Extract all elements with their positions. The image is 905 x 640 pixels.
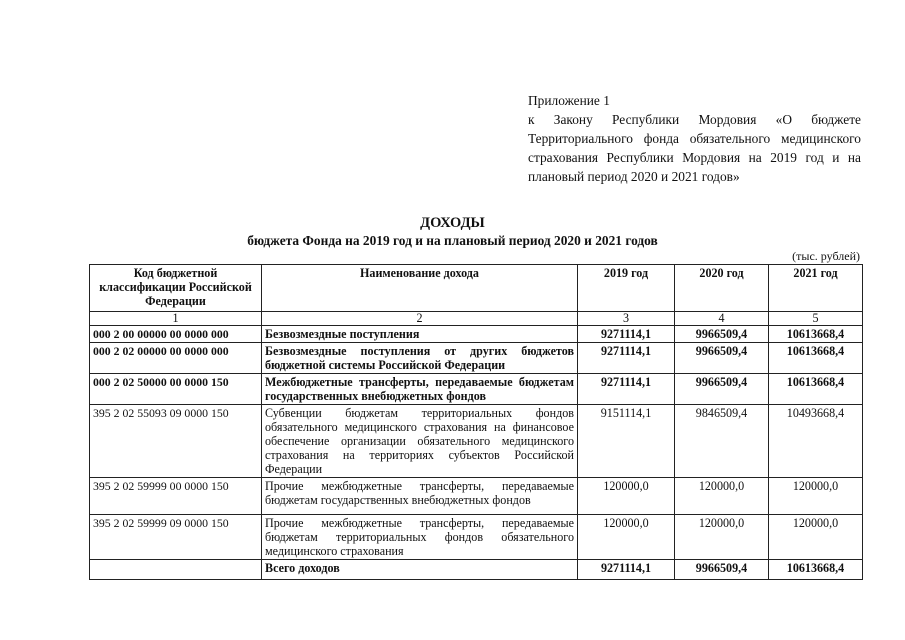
cell-name: Прочие межбюджетные трансферты, передаваемые бюджетам территориальных фондов обязательного медицинского страхования [262,515,578,560]
column-number: 3 [578,312,675,326]
cell-name: Безвозмездные поступления [262,326,578,343]
table-row [90,374,863,405]
cell-2019: 9271114,1 [578,374,675,405]
appendix-note [528,91,861,186]
cell-2020: 120000,0 [675,478,769,515]
document-title: ДОХОДЫ [420,215,485,231]
total-2020: 9966509,4 [675,560,769,580]
cell-name: Безвозмездные поступления от других бюджетов бюджетной системы Российской Федерации [262,343,578,374]
cell-2021: 120000,0 [769,478,863,515]
cell-code: 395 2 02 59999 09 0000 150 [90,515,262,560]
cell-2019: 9271114,1 [578,343,675,374]
cell-2019: 9271114,1 [578,326,675,343]
header-2020: 2020 год [675,265,769,312]
cell-2020: 120000,0 [675,515,769,560]
appendix-title: Приложение 1 [528,93,610,108]
cell-2019: 120000,0 [578,515,675,560]
appendix-text: к Закону Республики Мордовия «О бюджете Территориального фонда обязательного медицинского страхования Республики Мордовия на 2019 год и на плановый период 2020 и 2021 годов» [528,112,861,184]
table-row [90,343,863,374]
cell-name: Прочие межбюджетные трансферты, передаваемые бюджетам государственных внебюджетных фондов [262,478,578,515]
units-note: (тыс. рублей) [792,249,860,263]
cell-name: Субвенции бюджетам территориальных фондов обязательного медицинского страхования на финансовое обеспечение организации обязательного медицинского страхования на территориях субъектов Российской Федерации [262,405,578,478]
header-2021: 2021 год [769,265,863,312]
column-number: 5 [769,312,863,326]
document-subtitle: бюджета Фонда на 2019 год и на плановый период 2020 и 2021 годов [247,233,658,248]
header-row [90,265,863,312]
cell-2020: 9966509,4 [675,343,769,374]
cell-code: 000 2 02 50000 00 0000 150 [90,374,262,405]
header-code: Код бюджетной классификации Российской Федерации [90,265,262,312]
cell-code [90,560,262,580]
cell-code: 395 2 02 59999 00 0000 150 [90,478,262,515]
table-row [90,515,863,560]
table-row [90,405,863,478]
cell-2020: 9846509,4 [675,405,769,478]
total-label: Всего доходов [262,560,578,580]
total-2021: 10613668,4 [769,560,863,580]
cell-2019: 9151114,1 [578,405,675,478]
cell-2021: 10613668,4 [769,343,863,374]
cell-2021: 120000,0 [769,515,863,560]
cell-code: 000 2 02 00000 00 0000 000 [90,343,262,374]
table-row [90,478,863,515]
column-number: 2 [262,312,578,326]
cell-2020: 9966509,4 [675,326,769,343]
total-2019: 9271114,1 [578,560,675,580]
cell-code: 395 2 02 55093 09 0000 150 [90,405,262,478]
column-number-row [90,312,863,326]
table-row [90,326,863,343]
header-2019: 2019 год [578,265,675,312]
column-number: 1 [90,312,262,326]
column-number: 4 [675,312,769,326]
cell-2021: 10493668,4 [769,405,863,478]
cell-2021: 10613668,4 [769,326,863,343]
cell-2019: 120000,0 [578,478,675,515]
cell-2020: 9966509,4 [675,374,769,405]
total-row [90,560,863,580]
income-table [89,264,863,580]
cell-code: 000 2 00 00000 00 0000 000 [90,326,262,343]
header-name: Наименование дохода [262,265,578,312]
cell-2021: 10613668,4 [769,374,863,405]
cell-name: Межбюджетные трансферты, передаваемые бюджетам государственных внебюджетных фондов [262,374,578,405]
